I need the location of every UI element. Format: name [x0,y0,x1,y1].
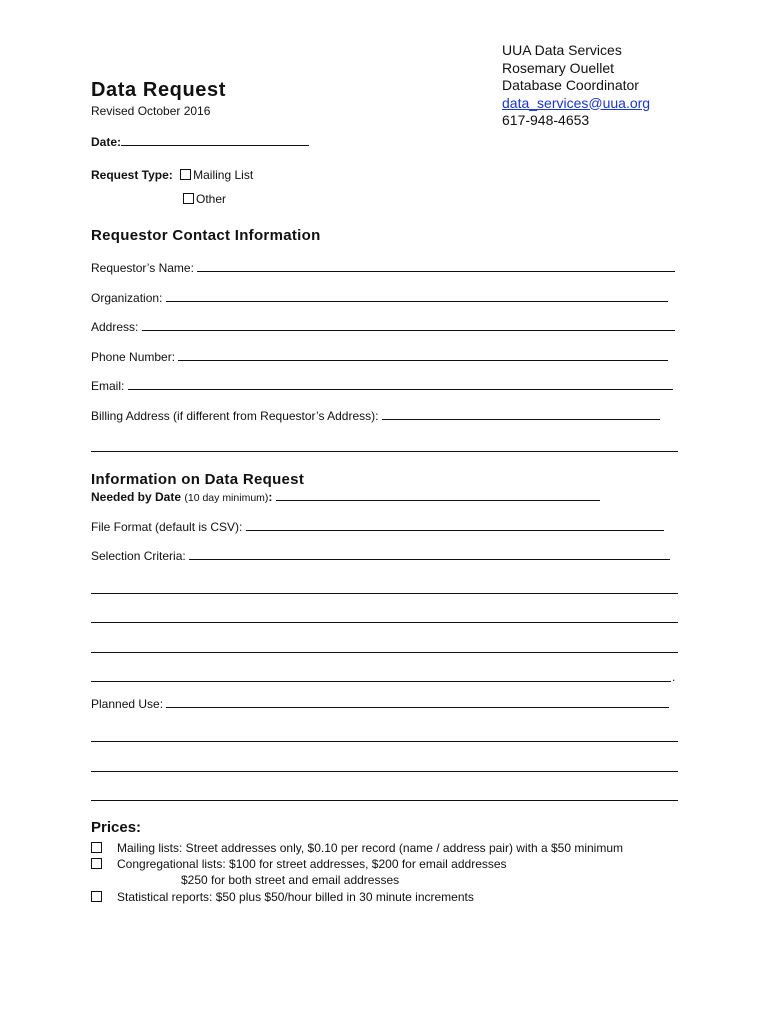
billing-line-2[interactable] [91,451,678,452]
email-field[interactable] [91,379,673,393]
price-item-mailing [91,841,623,855]
selection-criteria-line[interactable] [189,549,670,560]
billing-line[interactable] [382,409,660,420]
contact-org: UUA Data Services [502,42,622,58]
planned-use-label: Planned Use: [91,697,164,711]
organization-line[interactable] [166,291,668,302]
requestor-name-field[interactable] [91,261,675,275]
file-format-label: File Format (default is CSV): [91,520,243,534]
email-line[interactable] [128,379,673,390]
needed-by-label: Needed by Date [91,490,182,504]
selection-criteria-field[interactable] [91,549,670,563]
mailing-list-option: Mailing List [193,168,254,182]
requestor-name-label: Requestor’s Name: [91,261,194,275]
file-format-line[interactable] [246,520,664,531]
criteria-line-2[interactable] [91,593,678,594]
file-format-field[interactable] [91,520,664,534]
price-text-statistical: Statistical reports: $50 plus $50/hour billed in 30 minute increments [117,890,474,904]
price-checkbox-mailing[interactable] [91,842,102,853]
billing-field[interactable] [91,409,660,423]
prices-heading: Prices: [91,819,142,836]
other-checkbox[interactable] [183,193,194,204]
selection-criteria-label: Selection Criteria: [91,549,186,563]
phone-line[interactable] [178,350,668,361]
criteria-period: . [672,670,676,684]
date-label: Date: [91,135,122,149]
planned-use-line-2[interactable] [91,741,678,742]
price-continuation: $250 for both street and email addresses [181,873,400,887]
page-title: Data Request [91,79,227,101]
contact-phone: 617-948-4653 [502,112,590,128]
price-text-mailing: Mailing lists: Street addresses only, $0.10 per record (name / address pair) with a $50 minimum [117,841,623,855]
other-option-row [183,192,226,206]
request-type-label: Request Type: [91,168,173,182]
needed-by-colon: : [268,490,273,504]
price-checkbox-congregational[interactable] [91,858,102,869]
planned-use-line-3[interactable] [91,771,678,772]
address-line[interactable] [142,320,675,331]
address-field[interactable] [91,320,675,334]
criteria-line-5[interactable] [91,681,671,682]
billing-label: Billing Address (if different from Requestor’s Address): [91,409,379,423]
mailing-list-checkbox[interactable] [180,169,191,180]
date-input-line[interactable] [121,134,309,146]
request-type [91,168,253,182]
contact-email-link[interactable]: data_services@uua.org [502,94,651,111]
needed-by-note: (10 day minimum) [184,492,269,504]
price-item-statistical [91,890,474,904]
revised-date: Revised October 2016 [91,104,211,118]
criteria-line-4[interactable] [91,652,678,653]
address-label: Address: [91,320,139,334]
email-label: Email: [91,379,125,393]
phone-field[interactable] [91,350,668,364]
criteria-line-3[interactable] [91,622,678,623]
organization-label: Organization: [91,291,163,305]
date-field[interactable] [91,134,309,149]
needed-by-line[interactable] [276,490,600,501]
organization-field[interactable] [91,291,668,305]
planned-use-line-4[interactable] [91,800,678,801]
data-request-heading: Information on Data Request [91,471,305,488]
phone-label: Phone Number: [91,350,176,364]
requestor-name-line[interactable] [197,261,675,272]
price-item-congregational [91,857,507,871]
other-option: Other [196,192,227,206]
needed-by-field[interactable] [91,490,600,504]
price-text-congregational: Congregational lists: $100 for street addresses, $200 for email addresses [117,857,507,871]
contact-role: Database Coordinator [502,77,639,93]
requestor-heading: Requestor Contact Information [91,227,321,244]
contact-block [502,42,650,130]
planned-use-line[interactable] [166,697,669,708]
contact-name: Rosemary Ouellet [502,59,615,76]
price-checkbox-statistical[interactable] [91,891,102,902]
planned-use-field[interactable] [91,697,669,711]
